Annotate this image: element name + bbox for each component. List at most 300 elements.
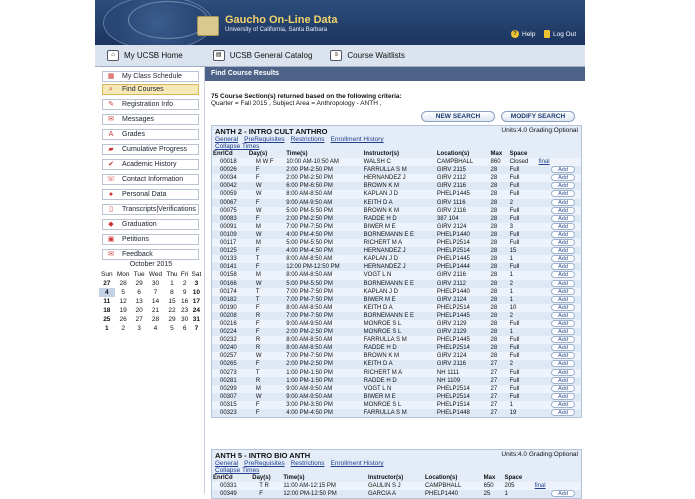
transcript-icon: ▯ <box>109 205 113 213</box>
row-action <box>538 215 581 223</box>
add-button[interactable]: Add <box>551 336 575 343</box>
collapse-times-link[interactable]: Collapse Times <box>215 467 260 474</box>
table-row <box>212 304 581 312</box>
table-row <box>212 255 581 263</box>
calendar-day[interactable]: 28 <box>151 316 160 323</box>
table-cell: GIRV 2124 <box>436 353 467 360</box>
table-cell: 28 <box>490 207 498 214</box>
column-header: Space <box>504 475 523 481</box>
table-cell: 4:00 PM-4:50 PM <box>286 410 333 416</box>
sidebar-item-label: Petitions <box>122 236 149 243</box>
help-label: Help <box>522 30 536 38</box>
add-button[interactable]: Add <box>551 312 575 319</box>
table-cell: KEITH D A <box>363 199 393 206</box>
add-button[interactable]: Add <box>551 280 575 287</box>
door-icon <box>544 30 550 38</box>
calendar-day[interactable]: 20 <box>135 307 143 314</box>
personal-icon: ● <box>108 190 114 198</box>
calendar-day[interactable]: 1 <box>170 280 174 287</box>
table-cell: GIRV 2112 <box>436 280 467 287</box>
table-cell: 5:00 PM-5:50 PM <box>286 240 333 247</box>
row-action <box>538 385 581 393</box>
add-button[interactable]: Add <box>551 377 575 384</box>
row-action <box>538 401 581 409</box>
table-cell: R <box>255 312 261 319</box>
table-cell: 27 <box>490 377 498 384</box>
row-action <box>538 304 581 312</box>
table-cell: F <box>255 199 260 206</box>
table-cell: FARRULLA S M <box>363 410 407 416</box>
section-link[interactable]: PreRequisites <box>244 136 285 143</box>
table-cell: 5:00 PM-5:50 PM <box>286 280 333 287</box>
calendar-day[interactable]: 30 <box>181 316 189 323</box>
calendar-day[interactable]: 17 <box>192 298 200 305</box>
sidebar-item-messages[interactable] <box>102 114 199 125</box>
calendar-day[interactable]: 6 <box>182 325 187 332</box>
row-action <box>538 328 581 336</box>
table-cell: 00133 <box>220 256 237 263</box>
table-cell: W <box>255 207 262 214</box>
table-cell: 9:00 AM-9:50 AM <box>286 320 333 327</box>
table-cell: 28 <box>490 296 498 303</box>
nav-my-ucsb-home[interactable] <box>107 50 183 61</box>
table-cell: PHELP2514 <box>436 345 470 352</box>
calendar-day[interactable]: 3 <box>194 280 199 287</box>
table-cell: CAMPBHALL <box>436 159 474 166</box>
table-row <box>212 288 581 296</box>
sidebar-item-transcripts[interactable] <box>102 204 199 215</box>
section-link[interactable]: Enrollment History <box>330 460 384 467</box>
section-link[interactable]: Restrictions <box>290 136 325 143</box>
table-cell: 28 <box>490 256 498 263</box>
sidebar-item-label: Feedback <box>122 251 153 258</box>
section-links <box>212 136 581 143</box>
table-cell: 00109 <box>220 231 237 238</box>
table-row <box>212 247 581 255</box>
table-cell: MONROE S L <box>363 401 402 408</box>
table-row <box>212 223 581 231</box>
calendar-day[interactable]: 24 <box>192 307 200 314</box>
sidebar-item-label: Find Courses <box>122 86 164 93</box>
table-cell: Full <box>509 215 520 222</box>
sidebar-item-label: Messages <box>122 116 154 123</box>
calendar-day[interactable]: 11 <box>103 298 111 305</box>
add-button[interactable]: Add <box>551 360 575 367</box>
row-action <box>538 190 581 198</box>
sidebar-item-graduation[interactable] <box>102 219 199 230</box>
add-button[interactable]: Add <box>551 344 575 351</box>
table-cell: W <box>255 183 262 190</box>
add-button[interactable]: Add <box>551 401 575 408</box>
table-cell: Full <box>509 231 520 238</box>
add-button[interactable]: Add <box>551 369 575 376</box>
table-row <box>212 312 581 320</box>
table-cell: PHELP2514 <box>436 393 470 400</box>
calendar-day[interactable]: 15 <box>168 298 176 305</box>
calendar-day[interactable]: 29 <box>168 316 176 323</box>
calendar-day[interactable]: 5 <box>121 289 125 296</box>
add-button[interactable]: Add <box>551 199 575 206</box>
table-cell: 00182 <box>220 296 237 303</box>
add-button[interactable]: Add <box>551 223 575 230</box>
table-cell: GIRV 2116 <box>436 183 467 190</box>
table-cell: 12:00 PM-12:50 PM <box>283 491 337 498</box>
add-button[interactable]: Add <box>551 409 575 416</box>
table-cell: 2:00 PM-2:50 PM <box>286 175 333 182</box>
row-action <box>538 320 581 328</box>
table-cell: 2:00 PM-2:50 PM <box>286 215 333 222</box>
table-cell: MONROE S L <box>363 329 402 336</box>
add-button[interactable]: Add <box>551 207 575 214</box>
calendar-day[interactable]: 14 <box>151 298 160 305</box>
sidebar <box>95 67 205 494</box>
column-header: Day(s) <box>248 151 268 157</box>
sidebar-item-personal-data[interactable] <box>102 189 199 200</box>
table-cell: T R <box>259 483 269 490</box>
table-row <box>212 328 581 336</box>
logout-link[interactable] <box>544 30 576 38</box>
table-cell: PHELP2514 <box>436 385 470 392</box>
table-cell: T <box>255 369 260 376</box>
table-cell: GIRV 2129 <box>436 320 467 327</box>
table-cell: KEITH D A <box>363 304 393 311</box>
sidebar-item-label: Cumulative Progress <box>122 146 187 153</box>
calendar-day[interactable]: 29 <box>135 280 143 287</box>
add-button[interactable]: Add <box>551 174 575 181</box>
sidebar-item-label: Graduation <box>122 221 157 228</box>
add-button[interactable]: Add <box>551 288 575 295</box>
calendar-day[interactable]: 18 <box>103 307 111 314</box>
app-title: Gaucho On-Line Data <box>225 14 338 26</box>
table-cell: 8:00 AM-8:50 AM <box>286 345 333 352</box>
add-button[interactable]: Add <box>551 304 575 311</box>
calendar-day[interactable]: 1 <box>105 325 109 332</box>
calendar-day[interactable]: 27 <box>103 280 111 287</box>
section-link[interactable]: Restrictions <box>290 460 325 467</box>
table-cell: PHELP1440 <box>436 288 470 295</box>
table-cell: M <box>255 240 261 247</box>
table-cell: GARCIA A <box>367 491 396 498</box>
calendar-day[interactable]: 19 <box>119 307 127 314</box>
calendar-title: October 2015 <box>129 261 173 268</box>
table-cell: 00190 <box>220 304 237 311</box>
column-header: Location(s) <box>425 475 458 481</box>
final-exam-link[interactable]: final <box>538 159 550 166</box>
calendar-day[interactable]: 4 <box>153 325 158 332</box>
sidebar-item-class-schedule[interactable] <box>102 71 199 82</box>
calendar-day[interactable]: 23 <box>181 307 189 314</box>
calendar-day[interactable]: 28 <box>119 280 127 287</box>
calendar-day[interactable]: 9 <box>182 289 187 296</box>
add-button[interactable]: Add <box>551 239 575 246</box>
calendar-day[interactable]: 30 <box>151 280 160 287</box>
calendar-day[interactable]: 26 <box>119 316 127 323</box>
messages-icon: ✉ <box>108 115 114 123</box>
calendar-day[interactable]: 31 <box>192 316 200 323</box>
section-link[interactable]: General <box>215 460 239 467</box>
table-cell: 27 <box>490 393 498 400</box>
sidebar-item-cumulative-progress[interactable] <box>102 144 199 155</box>
sidebar-item-petitions[interactable] <box>102 234 199 245</box>
table-cell: 00059 <box>220 191 237 198</box>
table-row <box>212 344 581 352</box>
calendar-day-header: Tue <box>133 271 145 278</box>
table-row <box>212 385 581 393</box>
table-cell: BIWER M E <box>363 296 396 303</box>
table-cell: Full <box>509 385 520 392</box>
table-cell: 28 <box>490 223 498 230</box>
sidebar-item-contact-information[interactable] <box>102 174 199 185</box>
calendar-day[interactable]: 12 <box>119 298 127 305</box>
table-cell: 3:00 PM-3:50 PM <box>286 401 333 408</box>
table-cell: 2 <box>509 199 513 206</box>
table-cell: 00018 <box>220 159 237 166</box>
table-cell: GIRV 2115 <box>436 167 467 174</box>
table-cell: 1 <box>504 491 508 498</box>
table-cell: 00034 <box>220 175 237 182</box>
table-cell: 28 <box>490 353 498 360</box>
course-title: ANTH 5 - INTRO BIO ANTH <box>215 451 311 460</box>
table-cell: 00208 <box>220 312 237 319</box>
add-button[interactable]: Add <box>551 328 575 335</box>
table-cell: BROWN K M <box>363 207 400 214</box>
table-cell: 2 <box>509 280 513 287</box>
table-cell: 00117 <box>220 240 237 247</box>
table-cell: Full <box>509 369 520 376</box>
table-cell: 12:00 PM-12:50 PM <box>286 264 340 271</box>
table-cell: PHELP1445 <box>436 191 470 198</box>
find-icon: ⌕ <box>109 85 113 93</box>
modify-search-button[interactable]: MODIFY SEARCH <box>501 111 575 122</box>
sidebar-item-label: Grades <box>122 131 145 138</box>
add-button[interactable]: Add <box>551 182 575 189</box>
table-cell: 15 <box>509 248 517 255</box>
table-row <box>212 174 581 182</box>
help-link[interactable] <box>511 30 535 38</box>
table-cell: 00166 <box>220 280 237 287</box>
table-cell: 27 <box>490 361 498 368</box>
table-cell: 27 <box>490 369 498 376</box>
calendar-day[interactable]: 2 <box>182 280 187 287</box>
table-cell: 10 <box>509 304 517 311</box>
course-units: Units:4.0 Grading:Optional <box>501 451 578 458</box>
table-cell: PHELP2514 <box>436 304 470 311</box>
row-action <box>538 158 581 166</box>
table-cell: W <box>255 280 262 287</box>
table-row <box>212 377 581 385</box>
add-button[interactable]: Add <box>551 352 575 359</box>
app-subtitle: University of California, Santa Barbara <box>225 27 328 33</box>
waitlist-icon: ≡ <box>330 50 342 61</box>
calendar-day[interactable]: 2 <box>121 325 125 332</box>
table-cell: 7:00 PM-7:50 PM <box>286 288 333 295</box>
table-cell: GIRV 2116 <box>436 361 467 368</box>
table-row <box>212 336 581 344</box>
row-action <box>538 336 581 344</box>
calendar-day[interactable]: 8 <box>170 289 174 296</box>
results-title-bar: Find Course Results <box>205 67 585 81</box>
new-search-button[interactable]: NEW SEARCH <box>421 111 495 122</box>
table-cell: 8:00 AM-8:50 AM <box>286 272 333 279</box>
table-cell: 28 <box>490 175 498 182</box>
row-action <box>538 344 581 352</box>
add-button[interactable]: Add <box>551 296 575 303</box>
final-exam-link[interactable]: final <box>534 483 546 490</box>
calendar-day-header: Mon <box>116 271 130 278</box>
table-cell: NH 1109 <box>436 377 461 384</box>
table-cell: 28 <box>490 199 498 206</box>
sidebar-item-academic-history[interactable] <box>102 159 199 170</box>
table-cell: KAPLAN J D <box>363 191 399 198</box>
schedule-icon: ▦ <box>107 72 115 80</box>
table-cell: 8:00 AM-8:50 AM <box>286 304 333 311</box>
add-button[interactable]: Add <box>551 393 575 400</box>
table-cell: 00307 <box>220 393 237 400</box>
table-cell: W <box>255 353 262 360</box>
registration-icon: ✎ <box>108 100 114 108</box>
table-cell: 28 <box>490 191 498 198</box>
add-button[interactable]: Add <box>551 320 575 327</box>
section-link[interactable]: General <box>215 136 239 143</box>
column-header: Time(s) <box>283 475 305 481</box>
row-action <box>534 482 581 490</box>
table-cell: M <box>255 272 261 279</box>
table-cell: BROWN K M <box>363 183 400 190</box>
table-row <box>212 158 581 166</box>
sidebar-item-label: My Class Schedule <box>122 73 182 80</box>
table-cell: 00026 <box>220 167 237 174</box>
table-cell: 1 <box>509 288 513 295</box>
table-row <box>212 401 581 409</box>
table-cell: 205 <box>504 483 515 490</box>
calendar-day[interactable]: 13 <box>135 298 143 305</box>
table-cell: FARRULLA S M <box>363 337 407 344</box>
table-cell: 27 <box>490 401 498 408</box>
table-cell: Full <box>509 393 520 400</box>
table-cell: T <box>255 296 260 303</box>
table-cell: 9:00 AM-9:50 AM <box>286 199 333 206</box>
calendar-day[interactable]: 5 <box>170 325 174 332</box>
table-cell: 19 <box>509 410 517 416</box>
column-header: Day(s) <box>252 475 271 481</box>
table-cell: 28 <box>490 329 498 336</box>
table-row <box>212 490 581 498</box>
table-cell: 28 <box>490 183 498 190</box>
section-link[interactable]: Enrollment History <box>330 136 384 143</box>
calendar-day[interactable]: 27 <box>135 316 143 323</box>
add-button[interactable]: Add <box>551 215 575 222</box>
column-header <box>534 474 581 482</box>
section-link[interactable]: PreRequisites <box>244 460 285 467</box>
sidebar-item-label: Academic History <box>122 161 177 168</box>
table-cell: VOGT L N <box>363 272 392 279</box>
row-action <box>538 223 581 231</box>
progress-icon: ▰ <box>108 145 114 153</box>
calendar-day[interactable]: 16 <box>181 298 189 305</box>
table-cell: PHELP1440 <box>436 231 470 238</box>
column-header: Max <box>490 151 503 157</box>
table-cell: 00232 <box>220 337 237 344</box>
browser-page <box>95 0 585 498</box>
calendar-day[interactable]: 7 <box>153 289 158 296</box>
table-cell: M W F <box>255 159 274 166</box>
row-action <box>538 255 581 263</box>
add-button[interactable]: Add <box>551 231 575 238</box>
table-cell: GIRV 2116 <box>436 272 467 279</box>
add-button[interactable]: Add <box>551 247 575 254</box>
calendar-day-header: Thu <box>166 271 178 278</box>
table-cell: 8:00 AM-8:50 AM <box>286 256 333 263</box>
calendar-day[interactable]: 25 <box>103 316 111 323</box>
table-cell: FARRULLA S M <box>363 167 407 174</box>
column-header: Location(s) <box>436 151 470 157</box>
calendar-day[interactable]: 7 <box>194 325 199 332</box>
table-cell: 00281 <box>220 377 237 384</box>
table-cell: 00216 <box>220 320 237 327</box>
add-button[interactable]: Add <box>551 490 575 497</box>
column-header: Max <box>483 475 496 481</box>
add-button[interactable]: Add <box>551 271 575 278</box>
calendar-day[interactable]: 22 <box>168 307 176 314</box>
nav-general-catalog[interactable] <box>213 50 313 61</box>
table-cell: Full <box>509 207 520 214</box>
table-row <box>212 352 581 360</box>
sidebar-item-grades[interactable] <box>102 129 199 140</box>
calendar-day[interactable]: 3 <box>137 325 141 332</box>
table-cell: 25 <box>483 491 491 498</box>
add-button[interactable]: Add <box>551 255 575 262</box>
table-cell: 28 <box>490 280 498 287</box>
row-action <box>538 369 581 377</box>
row-action <box>538 288 581 296</box>
table-cell: 00315 <box>220 401 237 408</box>
table-cell: PHELP1448 <box>436 410 470 416</box>
sidebar-item-find-courses[interactable] <box>102 84 199 95</box>
row-action <box>538 312 581 320</box>
calendar-day[interactable]: 4 <box>99 288 115 297</box>
table-cell: RICHERT M A <box>363 240 403 247</box>
table-cell: Full <box>509 167 520 174</box>
table-cell: 2:00 PM-2:50 PM <box>286 361 333 368</box>
calendar-day[interactable]: 10 <box>192 289 200 296</box>
add-button[interactable]: Add <box>551 385 575 392</box>
table-cell: RICHERT M A <box>363 369 403 376</box>
sidebar-item-feedback[interactable] <box>102 249 199 260</box>
table-cell: 1:00 PM-1:50 PM <box>286 369 333 376</box>
table-cell: 00067 <box>220 199 237 206</box>
nav-course-waitlists[interactable] <box>330 50 405 61</box>
table-cell: GIRV 1116 <box>436 199 466 206</box>
table-cell: F <box>255 264 260 271</box>
collapse-times-link[interactable]: Collapse Times <box>215 143 260 150</box>
course-section-anth5 <box>211 449 582 499</box>
add-button[interactable]: Add <box>551 263 575 270</box>
table-cell: 28 <box>490 248 498 255</box>
table-cell: 7:00 PM-7:50 PM <box>286 312 333 319</box>
sidebar-item-label: Personal Data <box>122 191 167 198</box>
add-button[interactable]: Add <box>551 190 575 197</box>
table-cell: 387 104 <box>436 215 459 222</box>
table-cell: 28 <box>490 231 498 238</box>
table-cell: GIRV 2124 <box>436 296 467 303</box>
table-cell: 00331 <box>220 483 237 490</box>
calendar-day[interactable]: 21 <box>151 307 160 314</box>
table-cell: 28 <box>490 240 498 247</box>
sidebar-item-registration-info[interactable] <box>102 99 199 110</box>
table-cell: Full <box>509 175 520 182</box>
calendar-day[interactable]: 6 <box>137 289 141 296</box>
add-button[interactable]: Add <box>551 166 575 173</box>
